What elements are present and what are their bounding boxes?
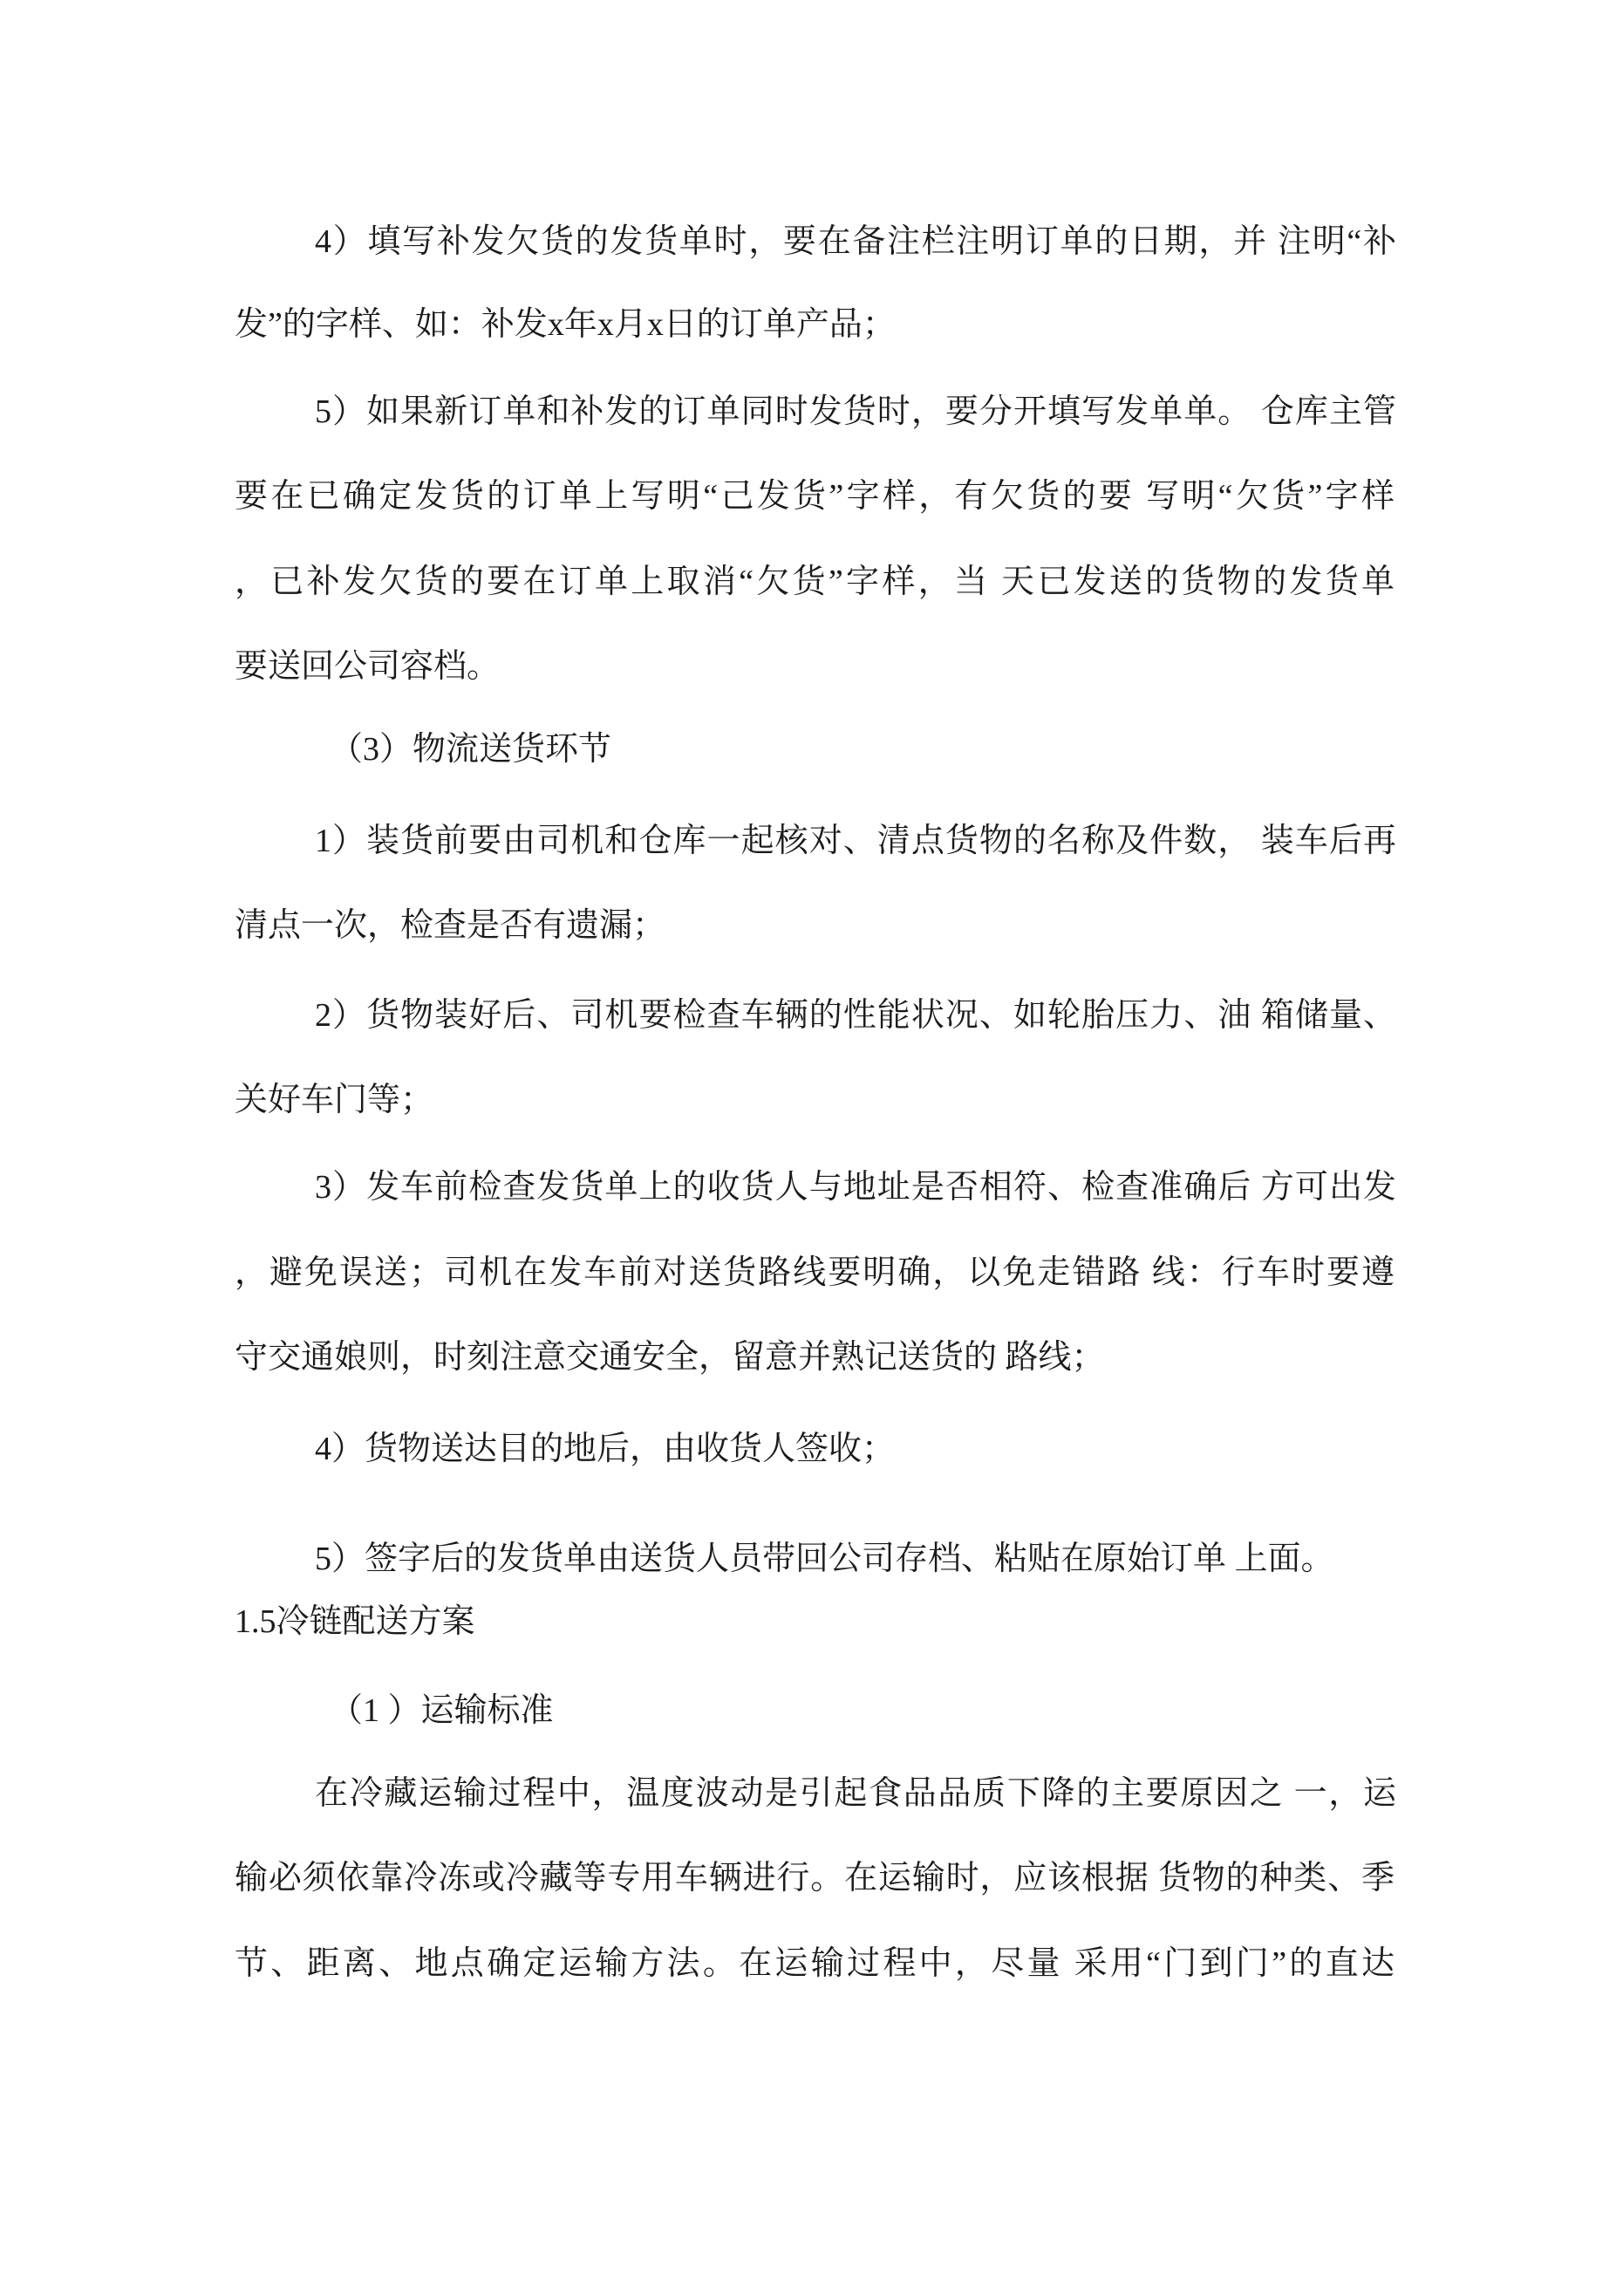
text-line: 要在已确定发货的订单上写明“己发货”字样，有欠货的要 写明“欠货”字样 (235, 478, 1395, 515)
text-line: 1）装货前要由司机和仓库一起核对、清点货物的名称及件数， 装车后再 (315, 823, 1396, 859)
section-heading: 1.5冷链配送方案 (235, 1603, 475, 1640)
text-line: 4）填写补发欠货的发货单时，要在备注栏注明订单的日期，并 注明“补 (315, 223, 1396, 260)
subsection-heading: （1 ）运输标准 (330, 1692, 554, 1729)
section-heading: （3）物流送货环节 (330, 731, 612, 768)
text-line: 守交通娘则，时刻注意交通安全，留意并熟记送货的 路线； (235, 1339, 1105, 1376)
text-line: 在冷藏运输过程中，温度波动是引起食品品质下降的主要原因之 一，运 (315, 1775, 1396, 1812)
text-line: 4）货物送达目的地后，由收货人签收； (315, 1431, 896, 1467)
text-line: ，已补发欠货的要在订单上取消“欠货”字样，当 天已发送的货物的发货单 (235, 564, 1395, 600)
text-line: 5）签字后的发货单由送货人员带回公司存档、粘贴在原始订单 上面。 (315, 1541, 1334, 1577)
text-line: 清点一次，检查是否有遗漏； (235, 907, 666, 944)
text-line: ，避免误送；司机在发车前对送货路线要明确，以免走错路 线：行车时要遵 (235, 1254, 1395, 1291)
text-line: 2）货物装好后、司机要检查车辆的性能状况、如轮胎压力、油 箱储量、 (315, 997, 1396, 1034)
text-line: 输必须依靠冷冻或冷藏等专用车辆进行。在运输时，应该根据 货物的种类、季 (235, 1860, 1395, 1896)
text-line: 发”的字样、如：补发x年x月x日的订单产品； (235, 306, 896, 343)
text-line: 节、距离、地点确定运输方法。在运输过程中，尽量 采用“门到门”的直达 (235, 1945, 1395, 1982)
text-line: 要送回公司容档。 (235, 648, 501, 685)
text-line: 关好车门等； (235, 1082, 434, 1118)
text-line: 5）如果新订单和补发的订单同时发货时，要分开填写发单单。 仓库主管 (315, 393, 1396, 430)
text-line: 3）发车前检查发货单上的收货人与地址是否相符、检查准确后 方可出发 (315, 1169, 1396, 1206)
